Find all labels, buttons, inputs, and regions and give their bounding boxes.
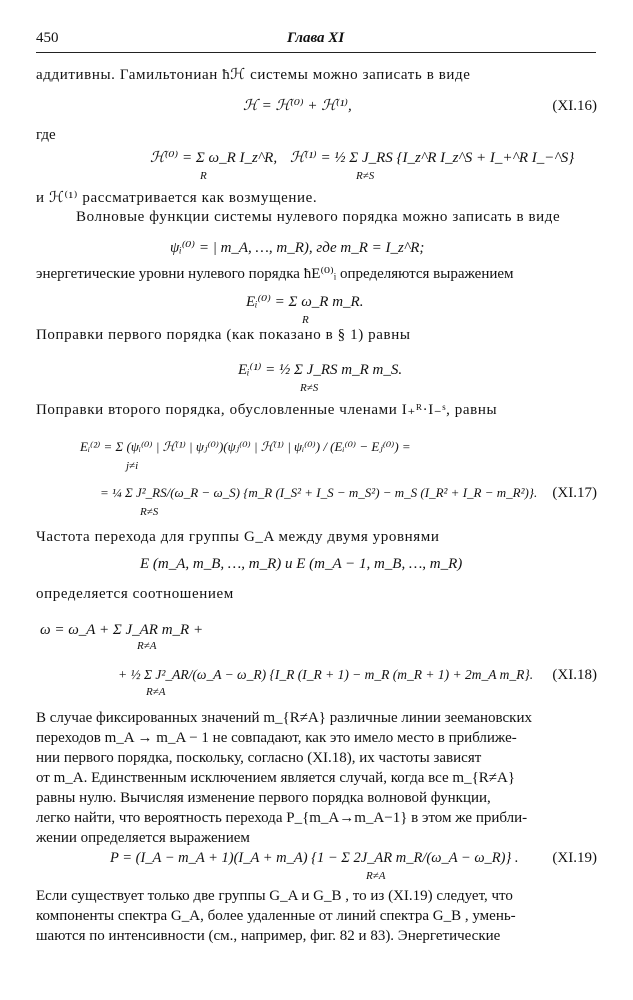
equation-xi19: P = (I_A − m_A + 1)(I_A + m_A) {1 − Σ 2J_AR m_R/(ω_A − ω_R)} . — [110, 850, 519, 866]
equation-xi16: ℋ = ℋ⁽⁰⁾ + ℋ⁽¹⁾, — [243, 98, 352, 114]
text-line: от m_A. Единственным исключением является случай, когда все m_{R≠A} — [36, 770, 516, 786]
text-line: Поправки первого порядка (как показано в § 1) равны — [36, 327, 411, 343]
page-number: 450 — [36, 30, 59, 46]
equation-e2-line1: Eᵢ⁽²⁾ = Σ (ψᵢ⁽⁰⁾ | ℋ⁽¹⁾ | ψⱼ⁽⁰⁾)(ψⱼ⁽⁰⁾ | ℋ⁽¹⁾ | ψᵢ⁽⁰⁾) / (Eᵢ⁽⁰⁾ − Eⱼ⁽⁰⁾) = — [80, 439, 411, 454]
sum-subscript: R≠A — [146, 686, 166, 698]
text-line: легко найти, что вероятность перехода P_{m_A→m_A−1} в этом же прибли- — [36, 810, 528, 826]
sum-subscript: R — [200, 170, 207, 182]
equation-h1: ℋ⁽¹⁾ = ½ Σ J_RS {I_z^R I_z^S + I_+^R I_−^S} — [290, 150, 575, 166]
text-line: и ℋ⁽¹⁾ рассматривается как возмущение. — [36, 190, 318, 206]
text-line: жении определяется выражением — [36, 830, 250, 846]
text-line: где — [36, 127, 56, 143]
running-head-chapter: Глава XI — [287, 30, 345, 46]
header-rule — [36, 52, 596, 53]
equation-e2-line2: = ¼ Σ J²_RS/(ω_R − ω_S) {m_R (I_S² + I_S − m_S²) − m_S (I_R² + I_R − m_R²)}. — [100, 485, 538, 500]
equation-xi18-line1: ω = ω_A + Σ J_AR m_R + — [40, 622, 204, 638]
text-line: определяется соотношением — [36, 586, 234, 602]
sum-subscript: j≠i — [126, 460, 139, 472]
equation-number: (XI.17) — [552, 485, 597, 501]
equation-h0: ℋ⁽⁰⁾ = Σ ω_R I_z^R, — [150, 150, 278, 166]
text-line: аддитивны. Гамильтониан ħℋ системы можно записать в виде — [36, 67, 471, 83]
sum-subscript: R≠S — [140, 506, 159, 518]
sum-subscript: R≠S — [356, 170, 375, 182]
text-line: компоненты спектра G_A, более удаленные от линий спектра G_B , умень- — [36, 908, 516, 924]
text-line: Если существует только две группы G_A и G_B , то из (XI.19) следует, что — [36, 888, 513, 904]
equation-e1: Eᵢ⁽¹⁾ = ½ Σ J_RS m_R m_S. — [238, 362, 403, 378]
text-line: переходов m_A → m_A − 1 не совпадают, как это имело место в приближе- — [36, 730, 517, 746]
equation-psi: ψᵢ⁽⁰⁾ = | m_A, …, m_R), где m_R = I_z^R; — [170, 240, 425, 256]
text-line: энергетические уровни нулевого порядка ħE⁽⁰⁾ᵢ определяются выражением — [36, 266, 514, 282]
equation-number: (XI.18) — [552, 667, 597, 683]
text-line: В случае фиксированных значений m_{R≠A} различные линии зеемановских — [36, 710, 532, 726]
text-line: Волновые функции системы нулевого порядка можно записать в виде — [76, 209, 561, 225]
text-line: Частота перехода для группы G_A между двумя уровнями — [36, 529, 440, 545]
equation-e0: Eᵢ⁽⁰⁾ = Σ ω_R m_R. — [246, 294, 364, 310]
sum-subscript: R≠A — [366, 870, 386, 882]
equation-number: (XI.19) — [552, 850, 597, 866]
equation-number: (XI.16) — [552, 98, 597, 114]
text-line: Поправки второго порядка, обусловленные членами I₊ᴿ·I₋ˢ, равны — [36, 402, 498, 418]
equation-levels: E (m_A, m_B, …, m_R) и E (m_A − 1, m_B, …, m_R) — [140, 556, 463, 572]
text-line: шаются по интенсивности (см., например, фиг. 82 и 83). Энергетические — [36, 928, 501, 944]
text-line: равны нулю. Вычисляя изменение первого порядка волновой функции, — [36, 790, 491, 806]
sum-subscript: R≠A — [137, 640, 157, 652]
text-line: нии первого порядка, поскольку, согласно (XI.18), их частоты зависят — [36, 750, 482, 766]
equation-xi18-line2: + ½ Σ J²_AR/(ω_A − ω_R) {I_R (I_R + 1) − m_R (m_R + 1) + 2m_A m_R}. — [118, 667, 534, 682]
sum-subscript: R≠S — [300, 382, 319, 394]
sum-subscript: R — [302, 314, 309, 326]
